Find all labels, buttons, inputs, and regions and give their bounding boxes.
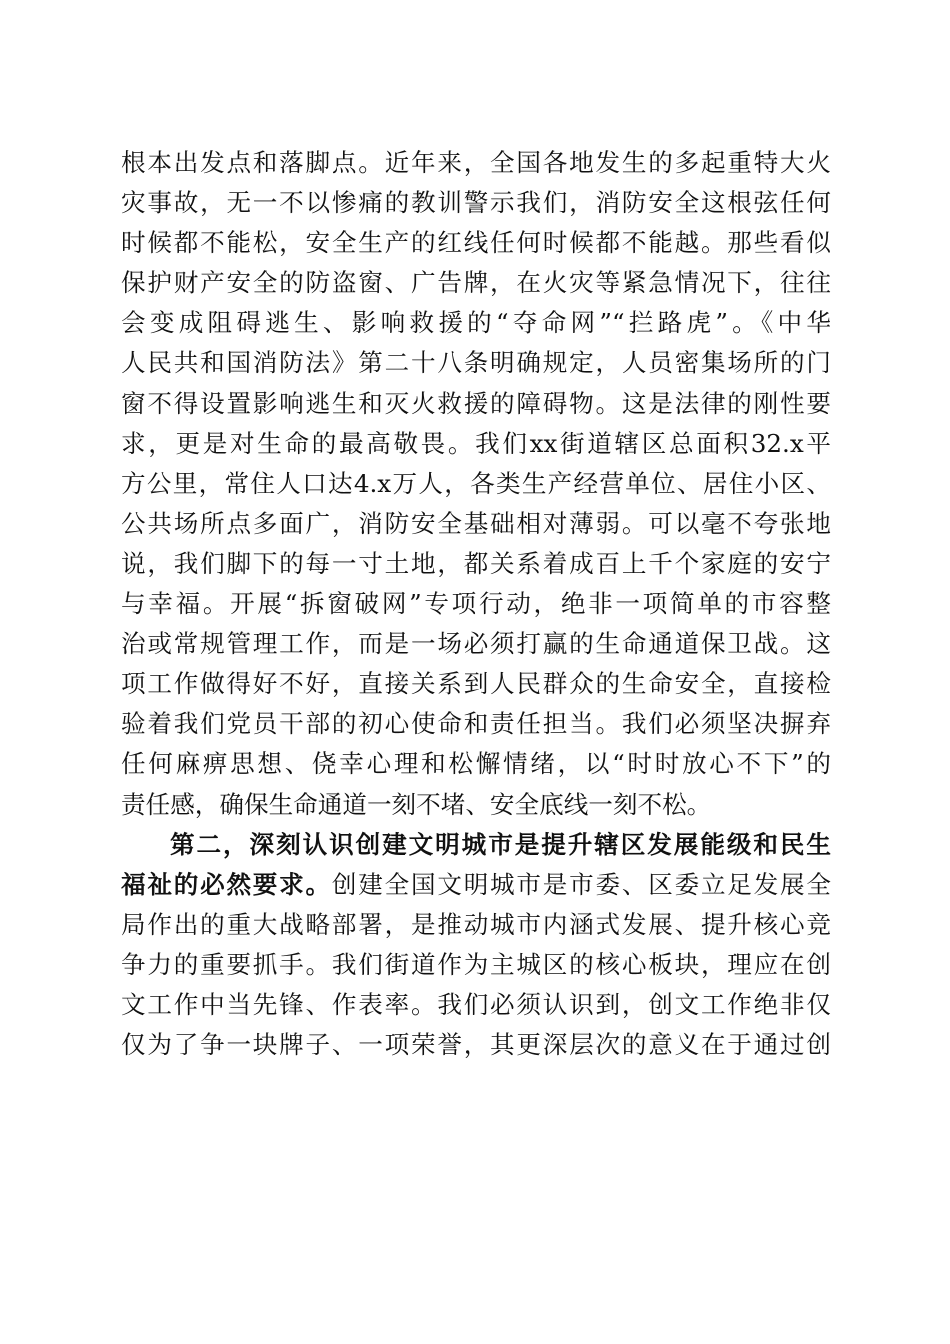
paragraph-text: 创建全国文明城市是市委、区委立足发展全: [331, 869, 831, 899]
paragraph-line: 人民共和国消防法》第二十八条明确规定，人员密集场所的门: [121, 348, 831, 378]
paragraph-line: 灾事故，无一不以惨痛的教训警示我们，消防安全这根弦任何: [121, 188, 831, 218]
paragraph-line: 会变成阻碍逃生、影响救援的“夺命网”“拦路虎”。《中华: [121, 308, 831, 338]
paragraph-line: 仅为了争一块牌子、一项荣誉，其更深层次的意义在于通过创: [121, 1030, 831, 1060]
document-body: [121, 143, 831, 1065]
paragraph-line: 项工作做得好不好，直接关系到人民群众的生命安全，直接检: [121, 669, 831, 699]
section-heading-continuation: 福祉的必然要求。: [121, 869, 332, 899]
paragraph-line: 验着我们党员干部的初心使命和责任担当。我们必须坚决摒弃: [121, 709, 831, 739]
paragraph-line: 时候都不能松，安全生产的红线任何时候都不能越。那些看似: [121, 228, 831, 258]
paragraph-line: 窗不得设置影响逃生和灭火救援的障碍物。这是法律的刚性要: [121, 388, 831, 418]
paragraph-line: 说，我们脚下的每一寸土地，都关系着成百上千个家庭的安宁: [121, 548, 831, 578]
section-heading-line: 第二，深刻认识创建文明城市是提升辖区发展能级和民生: [170, 829, 831, 859]
paragraph-line: 公共场所点多面广，消防安全基础相对薄弱。可以毫不夸张地: [121, 508, 831, 538]
paragraph-line: 与幸福。开展“拆窗破网”专项行动，绝非一项简单的市容整: [121, 589, 831, 619]
paragraph-line: 局作出的重大战略部署，是推动城市内涵式发展、提升核心竞: [121, 909, 831, 939]
paragraph-line: 方公里，常住人口达4.x万人，各类生产经营单位、居住小区、: [121, 468, 831, 498]
paragraph-line: 治或常规管理工作，而是一场必须打赢的生命通道保卫战。这: [121, 629, 831, 659]
paragraph-line: 根本出发点和落脚点。近年来，全国各地发生的多起重特大火: [121, 148, 831, 177]
paragraph-line: 文工作中当先锋、作表率。我们必须认识到，创文工作绝非仅: [121, 989, 831, 1019]
paragraph-line: [121, 865, 831, 905]
paragraph-line: 求，更是对生命的最高敬畏。我们xx街道辖区总面积32.x平: [121, 428, 831, 458]
paragraph-line: 争力的重要抓手。我们街道作为主城区的核心板块，理应在创: [121, 949, 831, 979]
paragraph-line: 责任感，确保生命通道一刻不堵、安全底线一刻不松。: [121, 789, 712, 819]
paragraph-line: 保护财产安全的防盗窗、广告牌，在火灾等紧急情况下，往往: [121, 268, 831, 298]
paragraph-line: 任何麻痹思想、侥幸心理和松懈情绪，以“时时放心不下”的: [121, 749, 831, 779]
paragraph-2: [121, 825, 831, 1066]
paragraph-1: [121, 143, 831, 825]
